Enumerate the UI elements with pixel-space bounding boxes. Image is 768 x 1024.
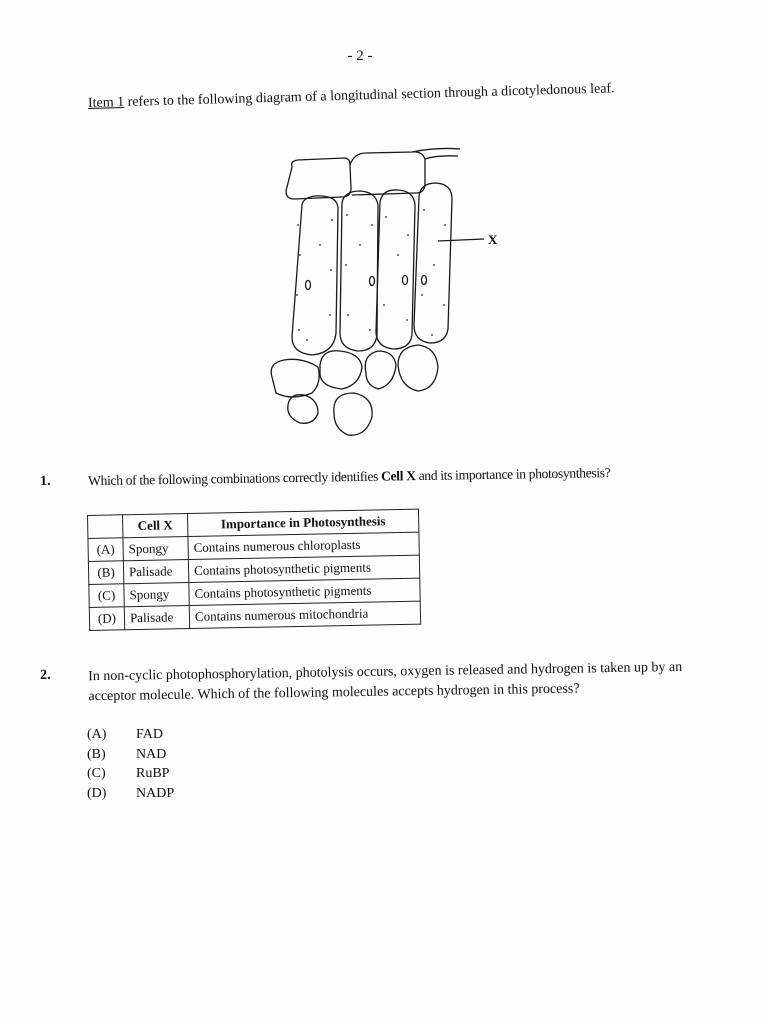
- option-row: [87, 786, 174, 806]
- palisade-cell: [414, 183, 452, 343]
- option-text: FAD: [136, 727, 163, 742]
- item-reference: Item 1: [87, 94, 125, 111]
- question-1: [40, 464, 700, 489]
- upper-epidermis-cell: [286, 158, 351, 199]
- spongy-cell: [398, 345, 438, 391]
- spongy-cell: [334, 393, 372, 435]
- option-row: [87, 766, 174, 786]
- table-row: [89, 601, 420, 630]
- cell-type: Spongy: [124, 583, 189, 607]
- palisade-cell: [292, 196, 338, 355]
- cell-type: Palisade: [123, 560, 188, 584]
- nucleus: [403, 276, 408, 285]
- nucleus: [422, 276, 427, 285]
- header-importance: Importance in Photosynthesis: [187, 509, 418, 536]
- question-2: [40, 657, 720, 705]
- upper-epidermis-cell: [412, 148, 460, 152]
- question-text: In non-cyclic photophosphorylation, photolysis occurs, oxygen is released and hydrogen is taken up by an acceptor molecule. Which of the following molecules accepts hydrogen in this process?: [88, 659, 683, 705]
- option-letter: (A): [88, 538, 123, 562]
- importance: Contains photosynthetic pigments: [188, 555, 419, 582]
- option-text: NAD: [136, 746, 167, 762]
- option-letter: (C): [89, 584, 124, 608]
- cell-type: Spongy: [123, 537, 188, 561]
- importance: Contains numerous chloroplasts: [188, 532, 419, 559]
- option-letter: (D): [89, 607, 124, 631]
- spongy-cell: [288, 395, 318, 424]
- option-letter: (D): [87, 785, 107, 801]
- upper-epidermis-cell: [425, 156, 458, 159]
- label-x: X: [488, 232, 498, 247]
- leaf-section-diagram: [262, 145, 512, 440]
- palisade-cell: [376, 190, 415, 349]
- option-letter: (B): [87, 746, 106, 762]
- upper-epidermis-cell: [350, 152, 425, 195]
- question-number: 2.: [40, 667, 51, 683]
- spongy-cell: [365, 351, 396, 389]
- option-row: [87, 747, 174, 767]
- nucleus: [306, 281, 311, 290]
- answer-table: [87, 509, 421, 631]
- spongy-cell: [271, 359, 319, 397]
- palisade-cell: [340, 191, 378, 351]
- importance: Contains numerous mitochondria: [189, 601, 420, 628]
- intro-text: [88, 81, 615, 112]
- option-row: [87, 727, 174, 747]
- nucleus: [370, 277, 375, 286]
- spongy-cell: [320, 351, 362, 389]
- header-blank: [88, 515, 123, 539]
- option-text: NADP: [136, 785, 175, 801]
- importance: Contains photosynthetic pigments: [189, 578, 420, 605]
- option-letter: (A): [87, 727, 107, 742]
- option-text: RuBP: [136, 766, 170, 781]
- answer-options: [87, 727, 174, 805]
- question-number: 1.: [40, 473, 51, 489]
- cell-type: Palisade: [124, 606, 189, 630]
- option-letter: (C): [87, 766, 106, 781]
- header-cell-x: Cell X: [123, 514, 188, 538]
- question-text: Which of the following combinations correctly identifies Cell X and its importance in photosynthesis?: [87, 465, 611, 489]
- page-number: - 2 -: [347, 48, 373, 64]
- option-letter: (B): [88, 561, 123, 585]
- label-x-pointer: [438, 239, 484, 241]
- intro-sentence: refers to the following diagram of a longitudinal section through a dicotyledonous leaf.: [123, 81, 615, 110]
